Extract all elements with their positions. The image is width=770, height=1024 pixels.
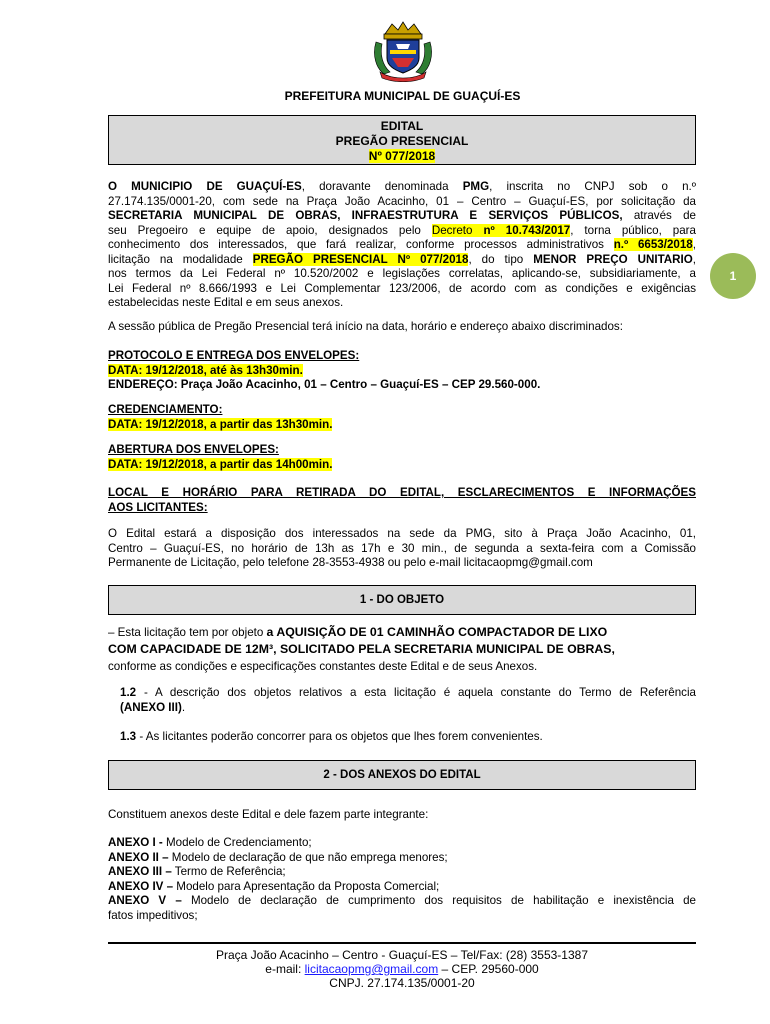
decree-label: Decreto — [431, 223, 484, 237]
credenciamento-heading: CREDENCIAMENTO: — [108, 403, 223, 416]
intro-line: 27.174.135/0001-20, com sede na Praça João Acacinho, 01 – Centro – Guaçuí-ES, por solicitação da — [108, 194, 696, 208]
annex-label: ANEXO II – — [108, 850, 169, 864]
local-block — [108, 486, 696, 515]
bid-type: MENOR PREÇO UNITARIO — [533, 252, 693, 266]
local-heading: LOCAL E HORÁRIO PARA RETIRADA DO EDITAL, ESCLARECIMENTOS E INFORMAÇÕES — [108, 486, 696, 499]
header-title: PREFEITURA MUNICIPAL DE GUAÇUÍ-ES — [284, 89, 521, 103]
secretariat-name: SECRETARIA MUNICIPAL DE OBRAS, INFRAESTRUTURA E SERVIÇOS PÚBLICOS, — [108, 209, 623, 222]
annex-text-cont: fatos impeditivos; — [108, 908, 198, 922]
footer-email-label: e-mail: — [265, 962, 305, 976]
annex-label: ANEXO III – — [108, 865, 172, 878]
annex-ref: (ANEXO III) — [120, 700, 182, 714]
intro-text: licitação na modalidade — [108, 252, 253, 266]
decree-number: nº 10.743/2017 — [483, 223, 571, 237]
footer-divider — [108, 942, 696, 944]
intro-text: , — [692, 238, 696, 251]
intro-line: nos termos da Lei Federal nº 10.520/2002 e legislações correlatas, aplicando-se, subsidiariamente, a — [108, 267, 696, 280]
abertura-heading: ABERTURA DOS ENVELOPES: — [108, 443, 279, 456]
protocolo-heading: PROTOCOLO E ENTREGA DOS ENVELOPES: — [108, 349, 360, 362]
intro-text: , torna público, para — [570, 223, 696, 237]
objeto-item-cont: COM CAPACIDADE DE 12M³, SOLICITADO PELA SECRETARIA MUNICIPAL DE OBRAS, — [108, 642, 615, 656]
session-text: A sessão pública de Pregão Presencial terá início na data, horário e endereço abaixo discriminados: — [108, 320, 623, 333]
pmg-abbrev: PMG — [462, 180, 490, 193]
municipality-name: O MUNICIPIO DE GUAÇUÍ-ES — [108, 180, 302, 193]
intro-line: estabelecidas neste Edital e em seus anexos. — [108, 296, 344, 309]
annex-text: Termo de Referência; — [171, 865, 286, 878]
credenciamento-date: DATA: 19/12/2018, a partir das 13h30min. — [108, 417, 333, 431]
pregao-number: PREGÃO PRESENCIAL Nº 077/2018 — [252, 252, 469, 266]
local-line: Permanente de Licitação, pelo telefone 28-3553-4938 ou pelo e-mail licitacaopmg@gmail.com — [108, 556, 593, 569]
annexes-intro: Constituem anexos deste Edital e dele fazem parte integrante: — [108, 808, 429, 821]
item-number: 1.2 — [120, 686, 137, 699]
page-number-badge: 1 — [710, 253, 756, 299]
edital-number: Nº 077/2018 — [368, 149, 436, 163]
local-heading-cont: AOS LICITANTES: — [108, 500, 208, 514]
footer-address: Praça João Acacinho – Centro - Guaçuí-ES – Tel/Fax: (28) 3553-1387 — [216, 948, 588, 962]
intro-text: através de — [622, 209, 697, 222]
footer-cnpj: CNPJ. 27.174.135/0001-20 — [329, 976, 475, 990]
annex-label: ANEXO IV – — [108, 879, 174, 893]
footer-cep: – CEP. 29560-000 — [438, 962, 539, 976]
abertura-block — [108, 443, 696, 472]
footer — [108, 948, 696, 990]
objeto-paragraph — [108, 624, 696, 675]
edital-modality: PREGÃO PRESENCIAL — [335, 134, 469, 148]
protocolo-date: DATA: 19/12/2018, até às 13h30min. — [108, 363, 303, 377]
annex-text: Modelo para Apresentação da Proposta Comercial; — [173, 879, 440, 893]
intro-text: , do tipo — [468, 252, 534, 266]
local-paragraph — [108, 527, 696, 571]
item-text: - As licitantes poderão concorrer para os objetos que lhes forem convenientes. — [136, 730, 543, 743]
intro-paragraph — [108, 180, 696, 311]
protocolo-block — [108, 349, 696, 393]
process-number: n.º 6653/2018 — [613, 238, 693, 251]
section-1-title: 1 - DO OBJETO — [108, 585, 696, 615]
municipal-coat-of-arms-icon — [370, 20, 436, 82]
item-text: - A descrição dos objetos relativos a esta licitação é aquela constante do Termo de Referência — [136, 686, 696, 699]
protocolo-address: ENDEREÇO: Praça João Acacinho, 01 – Centro – Guaçuí-ES – CEP 29.560-000. — [108, 378, 541, 391]
intro-text: seu Pregoeiro e equipe de apoio, designados pelo — [108, 223, 432, 237]
edital-title-box — [108, 115, 696, 165]
intro-text: , — [692, 252, 697, 266]
annex-text: Modelo de declaração de cumprimento dos requisitos de habilitação e inexistência de — [181, 894, 696, 907]
local-line: Centro – Guaçuí-ES, no horário de 13h as 17h e 30 min., de segunda a sexta-feira com a Comissão — [108, 541, 696, 555]
annex-list — [108, 836, 696, 923]
item-1-2 — [120, 686, 696, 715]
intro-text: , inscrita no CNPJ sob o n.º — [489, 180, 696, 193]
objeto-text: – Esta licitação tem por objeto — [108, 626, 267, 639]
intro-text: , doravante denominada — [301, 180, 463, 193]
annex-text: Modelo de Credenciamento; — [162, 836, 312, 849]
credenciamento-block — [108, 403, 696, 432]
section-2-title: 2 - DOS ANEXOS DO EDITAL — [108, 760, 696, 790]
item-text: . — [181, 700, 186, 714]
intro-text: conhecimento dos interessados, que fará realizar, conforme processos administrativos — [108, 238, 614, 251]
edital-label: EDITAL — [380, 119, 424, 133]
annex-text: Modelo de declaração de que não emprega menores; — [168, 850, 448, 864]
intro-line: Lei Federal nº 8.666/1993 e Lei Complementar 123/2006, de acordo com as condições e exigências — [108, 281, 696, 295]
item-1-3 — [120, 730, 696, 745]
objeto-item: a AQUISIÇÃO DE 01 CAMINHÃO COMPACTADOR DE LIXO — [266, 625, 608, 639]
annex-label: ANEXO V – — [108, 894, 182, 907]
objeto-conditions: conforme as condições e especificações constantes deste Edital e de seus Anexos. — [108, 660, 538, 673]
annex-label: ANEXO I - — [108, 836, 163, 849]
local-line: O Edital estará a disposição dos interessados na sede da PMG, sito à Praça João Acacinho, 01, — [108, 527, 696, 540]
footer-email-link[interactable]: licitacaopmg@gmail.com — [304, 962, 439, 976]
abertura-date: DATA: 19/12/2018, a partir das 14h00min. — [108, 457, 333, 471]
item-number: 1.3 — [120, 730, 137, 743]
